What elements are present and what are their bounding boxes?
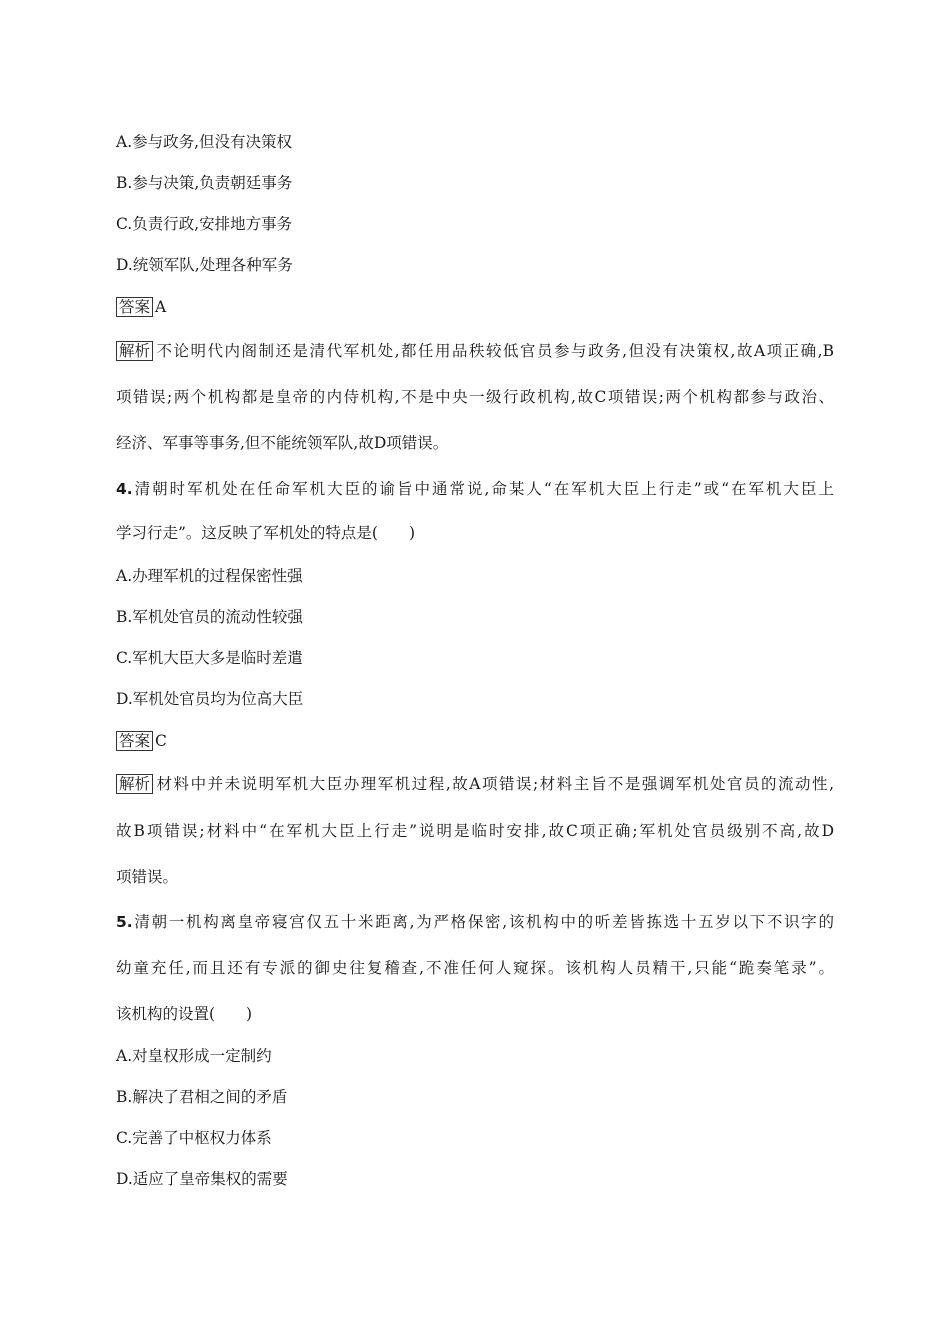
analysis-text: 材料中并未说明军机大臣办理军机过程,故A项错误;材料主旨不是强调军机处官员的流动性,	[155, 775, 834, 793]
q3-option-a: A.参与政务,但没有决策权	[116, 133, 293, 151]
q5-option-c: C.完善了中枢权力体系	[116, 1129, 272, 1147]
question-stem: 清朝一机构离皇帝寝宫仅五十米距离,为严格保密,该机构中的听差皆拣选十五岁以下不识字的	[132, 913, 834, 931]
q5-stem-line-1	[116, 912, 834, 932]
q3-analysis-line-1	[116, 341, 834, 361]
q3-option-b: B.参与决策,负责朝廷事务	[116, 174, 293, 192]
answer-tag: 答案	[116, 731, 153, 751]
q5-stem-line-2: 幼童充任,而且还有专派的御史往复稽查,不准任何人窥探。该机构人员精干,只能“跪奏笔录”。	[116, 959, 834, 977]
q5-option-a: A.对皇权形成一定制约	[116, 1047, 272, 1065]
answer-value: C	[155, 732, 167, 750]
analysis-tag: 解析	[116, 774, 153, 794]
q4-stem-line-2: 学习行走”。这反映了军机处的特点是( )	[116, 524, 416, 542]
q4-analysis-line-3: 项错误。	[116, 868, 179, 886]
answer-value: A	[155, 298, 167, 316]
q3-analysis-line-2: 项错误;两个机构都是皇帝的内侍机构,不是中央一级行政机构,故C项错误;两个机构都参与政治、	[116, 388, 834, 406]
q3-analysis-line-3: 经济、军事等事务,但不能统领军队,故D项错误。	[116, 434, 449, 452]
analysis-text: 不论明代内阁制还是清代军机处,都任用品秩较低官员参与政务,但没有决策权,故A项正确,B	[155, 342, 834, 360]
q4-option-b: B.军机处官员的流动性较强	[116, 608, 303, 626]
q4-analysis-line-1	[116, 774, 834, 794]
question-stem: 清朝时军机处在任命军机大臣的谕旨中通常说,命某人“在军机大臣上行走”或“在军机大臣上	[132, 480, 834, 498]
q3-answer	[116, 297, 166, 317]
analysis-tag: 解析	[116, 341, 153, 361]
q5-option-b: B.解决了君相之间的矛盾	[116, 1088, 288, 1106]
q4-option-d: D.军机处官员均为位高大臣	[116, 690, 304, 708]
q5-stem-line-3: 该机构的设置( )	[116, 1005, 253, 1023]
q4-option-a: A.办理军机的过程保密性强	[116, 567, 303, 585]
q4-option-c: C.军机大臣大多是临时差遣	[116, 649, 303, 667]
q4-answer	[116, 731, 167, 751]
answer-tag: 答案	[116, 297, 153, 317]
question-number: 5.	[116, 913, 133, 931]
question-number: 4.	[116, 480, 133, 498]
q5-option-d: D.适应了皇帝集权的需要	[116, 1170, 288, 1188]
q4-analysis-line-2: 故B项错误;材料中“在军机大臣上行走”说明是临时安排,故C项正确;军机处官员级别不高,故D	[116, 822, 834, 840]
q4-stem-line-1	[116, 479, 834, 499]
q3-option-c: C.负责行政,安排地方事务	[116, 215, 293, 233]
q3-option-d: D.统领军队,处理各种军务	[116, 256, 293, 274]
